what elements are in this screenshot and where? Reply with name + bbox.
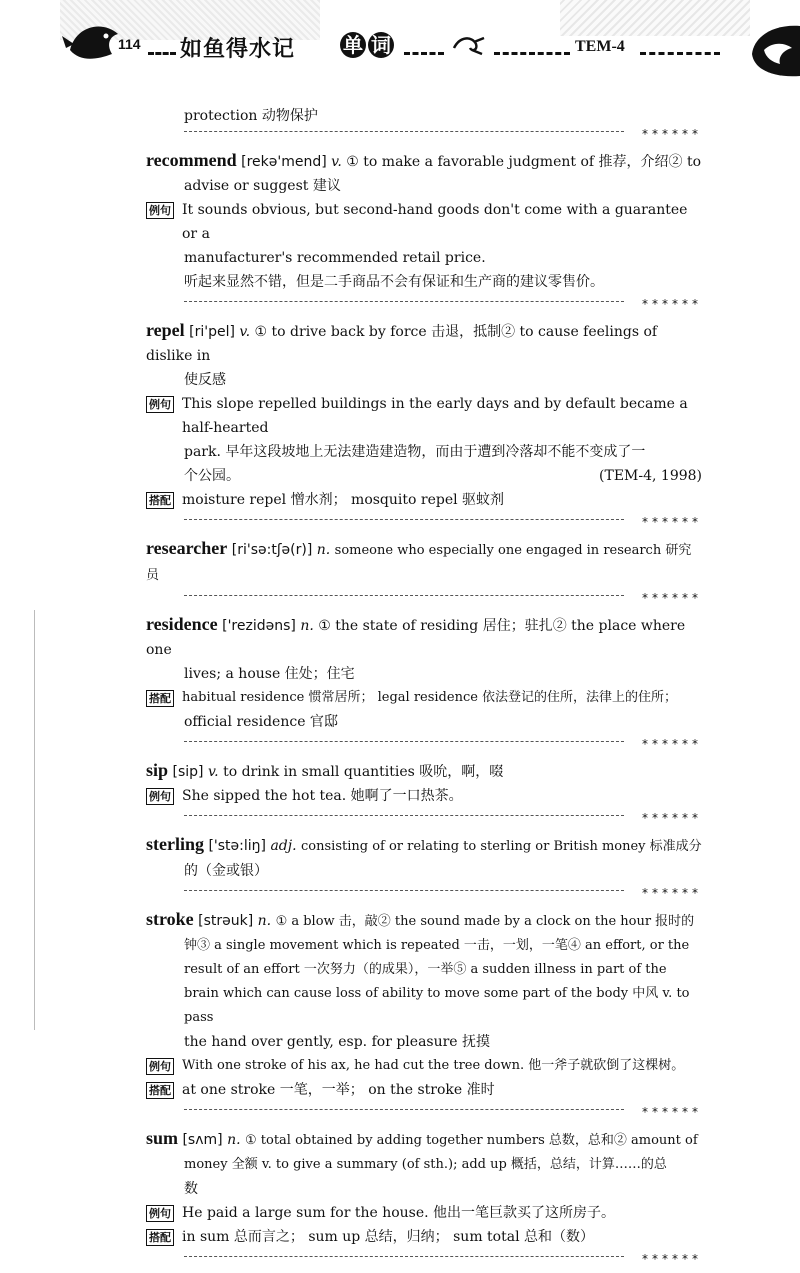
definition: ① total obtained by adding together numbers 总数，总和② amount of (244, 1133, 698, 1148)
collocation-cont: official residence 官邸 (184, 714, 338, 730)
entry-sip (146, 758, 702, 808)
header-dash (404, 52, 444, 55)
exam-label: TEM-4 (575, 38, 625, 55)
entry-sum (146, 1126, 702, 1249)
definition-cont: 的（金或银） (184, 863, 268, 879)
phonetic: [strəuk] (198, 913, 254, 929)
header-dash (494, 52, 570, 55)
separator-stars: ****** (642, 515, 702, 529)
dictionary-content (146, 104, 702, 1273)
entry-recommend (146, 148, 702, 294)
definition-cont: money 全额 v. to give a summary (of sth.); add up 概括，总结，计算……的总 (184, 1157, 667, 1172)
part-of-speech: n. (227, 1132, 241, 1148)
entry-researcher (146, 536, 702, 588)
collocation: habitual residence 惯常居所； legal residence 依法登记的住所，法律上的住所； (182, 690, 678, 705)
separator-stars: ****** (642, 591, 702, 605)
definition-cont: advise or suggest 建议 (184, 178, 341, 194)
headword: recommend (146, 150, 237, 170)
swirl-ornament-icon (452, 34, 486, 56)
definition: ① to make a favorable judgment of 推荐，介绍② to (346, 154, 702, 170)
headword: sum (146, 1128, 179, 1148)
example-label: 例句 (146, 788, 174, 805)
phonetic: ['stə:liŋ] (208, 838, 266, 854)
example-label: 例句 (146, 396, 174, 413)
example-label: 例句 (146, 1058, 174, 1075)
badge-char-2: 词 (368, 32, 394, 58)
entry-separator (184, 516, 702, 530)
definition-cont: the hand over gently, esp. for pleasure 抚摸 (184, 1034, 491, 1050)
entry-separator (184, 738, 702, 752)
separator-stars: ****** (642, 1105, 702, 1119)
example-zh: 听起来显然不错，但是二手商品不会有保证和生产商的建议零售价。 (184, 274, 604, 290)
separator-stars: ****** (642, 811, 702, 825)
entry-separator (184, 1106, 702, 1120)
definition-cont: brain which can cause loss of ability to move some part of the body 中风 v. to pass (184, 986, 690, 1025)
phonetic: [ri'sə:tʃə(r)] (231, 542, 313, 558)
separator-stars: ****** (642, 127, 702, 141)
badge-char-1: 单 (340, 32, 366, 58)
headword: residence (146, 614, 218, 634)
phonetic: [sip] (172, 764, 204, 780)
example-label: 例句 (146, 202, 174, 219)
collocation: at one stroke 一笔，一举； on the stroke 准时 (182, 1082, 495, 1098)
collocation: in sum 总而言之； sum up 总结，归纳； sum total 总和（数） (182, 1229, 595, 1245)
corner-emblem-icon (724, 20, 800, 82)
entry-separator (184, 1253, 702, 1267)
part-of-speech: v. (331, 154, 342, 170)
top-fragment: protection 动物保护 (184, 108, 318, 124)
example: He paid a large sum for the house. 他出一笔巨款买了这所房子。 (182, 1205, 616, 1221)
entry-separator (184, 298, 702, 312)
example-zh: park. 早年这段坡地上无法建造建造物，而由于遭到冷落却不能不变成了一 (184, 444, 646, 460)
part-of-speech: n. (316, 542, 331, 558)
collocation-label: 搭配 (146, 492, 174, 509)
definition: consisting of or relating to sterling or British money 标准成分 (301, 839, 702, 854)
example-label: 例句 (146, 1205, 174, 1222)
header-dash (640, 52, 720, 55)
separator-stars: ****** (642, 886, 702, 900)
separator-stars: ****** (642, 737, 702, 751)
collocation-label: 搭配 (146, 1082, 174, 1099)
entry-separator (184, 887, 702, 901)
definition-cont: 数 (184, 1181, 198, 1197)
definition: to drink in small quantities 吸吮，啊，啜 (223, 764, 504, 780)
definition: ① a blow 击，敲② the sound made by a clock on the hour 报时的 (275, 914, 695, 929)
left-margin-rule (34, 610, 35, 1030)
definition-cont: lives; a house 住处；住宅 (184, 666, 355, 682)
header-texture-right (560, 0, 750, 36)
definition-cont: 使反感 (184, 372, 226, 388)
entry-repel (146, 318, 702, 512)
entry-stroke (146, 907, 702, 1102)
definition: someone who especially one engaged in research 研究员 (146, 543, 692, 583)
running-title: 如鱼得水记 (180, 37, 296, 62)
entry-residence (146, 612, 702, 734)
phonetic: [ri'pel] (189, 324, 235, 340)
headword: researcher (146, 538, 228, 558)
phonetic: [sʌm] (182, 1132, 223, 1148)
example-en-cont: manufacturer's recommended retail price. (184, 250, 486, 266)
entry-separator (184, 812, 702, 826)
headword: stroke (146, 909, 194, 929)
part-of-speech: n. (257, 913, 272, 929)
phonetic: [rekə'mend] (241, 154, 327, 170)
part-of-speech: v. (207, 764, 219, 780)
example-en: This slope repelled buildings in the early days and by default became a half-hearted (182, 396, 688, 436)
header-dash (148, 52, 176, 55)
headword: sterling (146, 834, 204, 854)
part-of-speech: n. (300, 618, 314, 634)
separator-stars: ****** (642, 1252, 702, 1266)
phonetic: ['rezidəns] (222, 618, 296, 634)
separator-stars: ****** (642, 297, 702, 311)
example-zh-cont: 个公园。 (184, 468, 240, 484)
definition-cont: 钟③ a single movement which is repeated 一击，一划，一笔④ an effort, or the (184, 938, 690, 953)
part-of-speech: v. (239, 324, 251, 340)
fish-emblem-icon (62, 14, 122, 72)
vocab-badge (340, 32, 396, 58)
example: With one stroke of his ax, he had cut the tree down. 他一斧子就砍倒了这棵树。 (182, 1058, 685, 1073)
entry-separator (184, 592, 702, 606)
definition: ① the state of residing 居住；驻扎② the place where one (146, 618, 686, 658)
example-en: It sounds obvious, but second-hand goods don't come with a guarantee or a (182, 202, 688, 242)
definition-cont: result of an effort 一次努力（的成果），一举⑤ a sudden illness in part of the (184, 962, 667, 977)
part-of-speech: adj. (270, 838, 297, 854)
definition: ① to drive back by force 击退，抵制② to cause feelings of dislike in (146, 324, 658, 364)
collocation: moisture repel 憎水剂； mosquito repel 驱蚊剂 (182, 492, 505, 508)
headword: repel (146, 320, 185, 340)
collocation-label: 搭配 (146, 1229, 174, 1246)
page-number: 114 (118, 36, 141, 52)
collocation-label: 搭配 (146, 690, 174, 707)
source-citation: (TEM-4, 1998) (599, 468, 702, 484)
example: She sipped the hot tea. 她啊了一口热茶。 (182, 788, 463, 804)
entry-separator (184, 128, 702, 142)
headword: sip (146, 760, 169, 780)
entry-sterling (146, 832, 702, 883)
page-header (0, 0, 800, 88)
